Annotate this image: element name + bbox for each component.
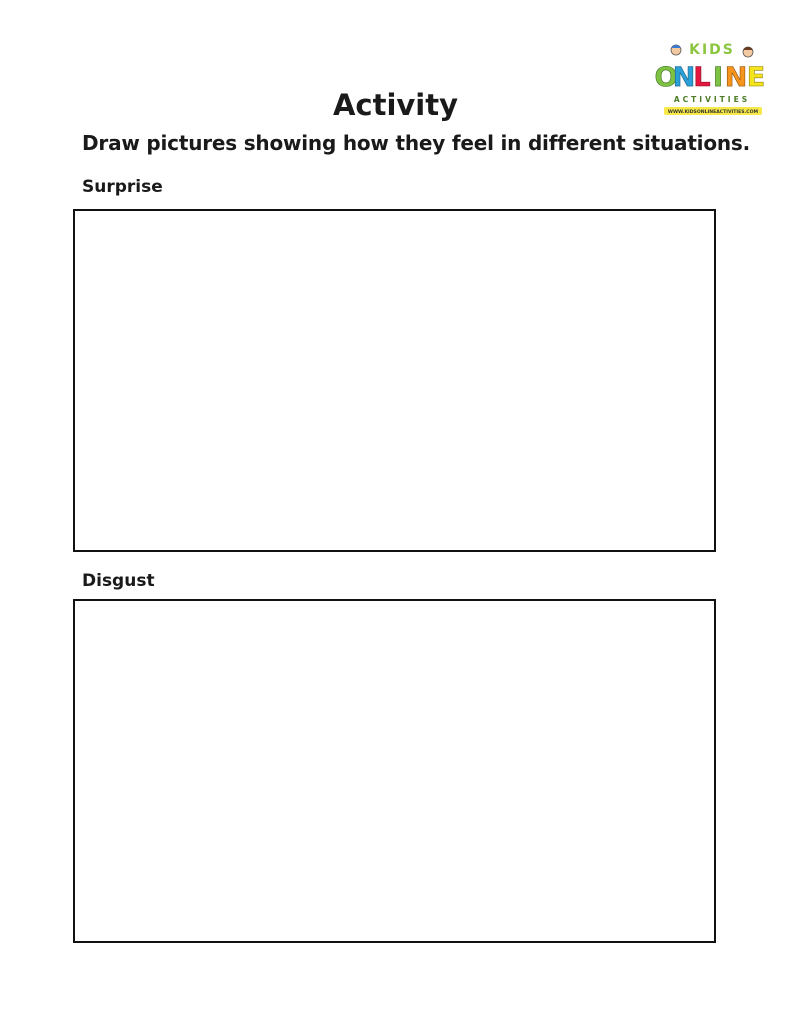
kid-face-right-icon [743,47,753,57]
instruction-text: Draw pictures showing how they feel in different situations. [82,131,751,155]
logo-activities-text: ACTIVITIES [673,95,751,104]
logo-online-letter: E [746,62,766,93]
logo-online-letter: I [712,62,724,93]
logo-online-letter: N [724,62,748,93]
logo-website-text: WWW.KIDSONLINEACTIVITIES.COM [667,110,759,116]
logo-online-letter: N [672,62,696,93]
logo-online-letter: L [693,62,711,93]
drawing-box-surprise[interactable] [73,209,716,552]
section-label-disgust: Disgust [82,571,155,591]
section-label-surprise: Surprise [82,177,163,197]
logo-kids-text: KIDS [689,42,735,58]
kid-face-left-icon [671,45,681,55]
logo-online-letter: O [654,62,678,93]
page-title: Activity [332,88,459,122]
drawing-box-disgust[interactable] [73,599,716,943]
